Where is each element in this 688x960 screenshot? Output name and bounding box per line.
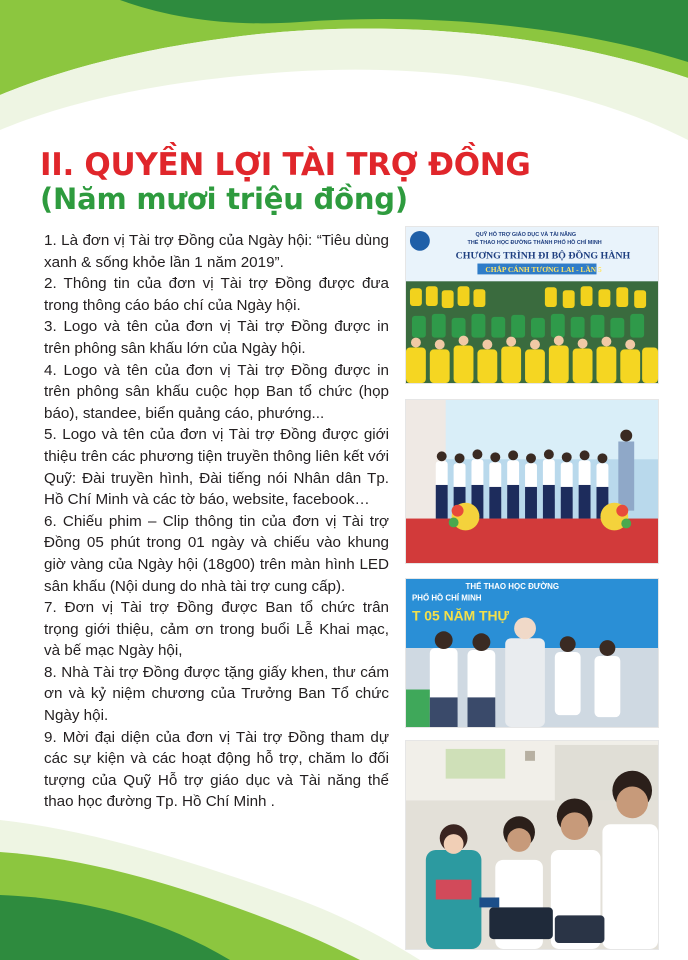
banner-sports-line1: THỂ THAO HỌC ĐƯỜNG <box>465 581 560 591</box>
benefit-item-5: 5. Logo và tên của đơn vị Tài trợ Đồng được giới thiệu trên các phương tiện truyền thông liên kết với Quỹ: Đài truyền hình, Đài tiếng nói Nhân dân Tp. Hồ Chí Minh và các tờ báo, website, facebook… <box>44 426 389 509</box>
gift-giving-photo <box>405 740 659 950</box>
banner-subtitle: CHẮP CÁNH TƯƠNG LAI - LẦN 5 <box>485 264 602 274</box>
benefit-item-7: 7. Đơn vị Tài trợ Đồng được Ban tổ chức trân trọng giới thiệu, cảm ơn trong buổi Lễ Khai mạc, và bế mạc Ngày hội, <box>44 599 389 660</box>
event-group-photo <box>405 226 659 384</box>
benefit-item-3: 3. Logo và tên của đơn vị Tài trợ Đồng được in trên phông sân khấu lớn của Ngày hội. <box>44 318 389 357</box>
benefit-item-4: 4. Logo và tên của đơn vị Tài trợ Đồng được in trên phông sân khấu cuộc họp Ban tổ chức (họp báo), standee, biển quảng cáo, phướng... <box>44 361 389 422</box>
benefit-item-8: 8. Nhà Tài trợ Đồng được tặng giấy khen, thư cám ơn và kỷ niệm chương của Trưởng Ban Tổ chức Ngày hội. <box>44 663 389 725</box>
banner-org-line2: THỂ THAO HỌC ĐƯỜNG THÀNH PHỐ HỒ CHÍ MINH <box>467 239 602 246</box>
banner-anniversary: T 05 NĂM THỰ <box>411 607 510 624</box>
benefit-item-1: 1. Là đơn vị Tài trợ Đồng của Ngày hội: “Tiêu dùng xanh & sống khỏe lần 1 năm 2019”. <box>44 232 389 271</box>
fund-logo-icon <box>410 231 430 251</box>
benefit-item-2: 2. Thông tin của đơn vị Tài trợ Đồng được đưa trong thông cáo báo chí của Ngày hội. <box>44 275 389 314</box>
page-heading <box>40 148 531 215</box>
banner-sports-line2: PHỐ HỒ CHÍ MINH <box>411 593 482 603</box>
students-stage-photo <box>405 399 659 564</box>
banner-title: CHƯƠNG TRÌNH ĐI BỘ ĐỒNG HÀNH <box>455 250 631 262</box>
banner-org-line1: QUỸ HỖ TRỢ GIÁO DỤC VÀ TÀI NĂNG <box>475 231 577 238</box>
benefit-item-6: 6. Chiếu phim – Clip thông tin của đơn vị Tài trợ Đồng 05 phút trong 01 ngày và chiếu vào khung giờ vàng của Ngày hội (18g00) trên màn hình LED sân khấu (Nội dung do nhà tài trợ cung cấp). <box>44 512 389 595</box>
heading-title: II. QUYỀN LỢI TÀI TRỢ ĐỒNG <box>40 147 531 183</box>
benefit-item-9: 9. Mời đại diện của đơn vị Tài trợ Đồng tham dự các sự kiện và các hoạt động hỗ trợ, chăm lo đối tượng của Quỹ Hỗ trợ giáo dục và Tài năng thể thao học đường Tp. Hồ Chí Minh . <box>44 728 389 811</box>
benefits-list <box>44 230 389 813</box>
heading-subtitle: (Năm mươi triệu đồng) <box>40 181 408 216</box>
award-handover-photo <box>405 578 659 728</box>
